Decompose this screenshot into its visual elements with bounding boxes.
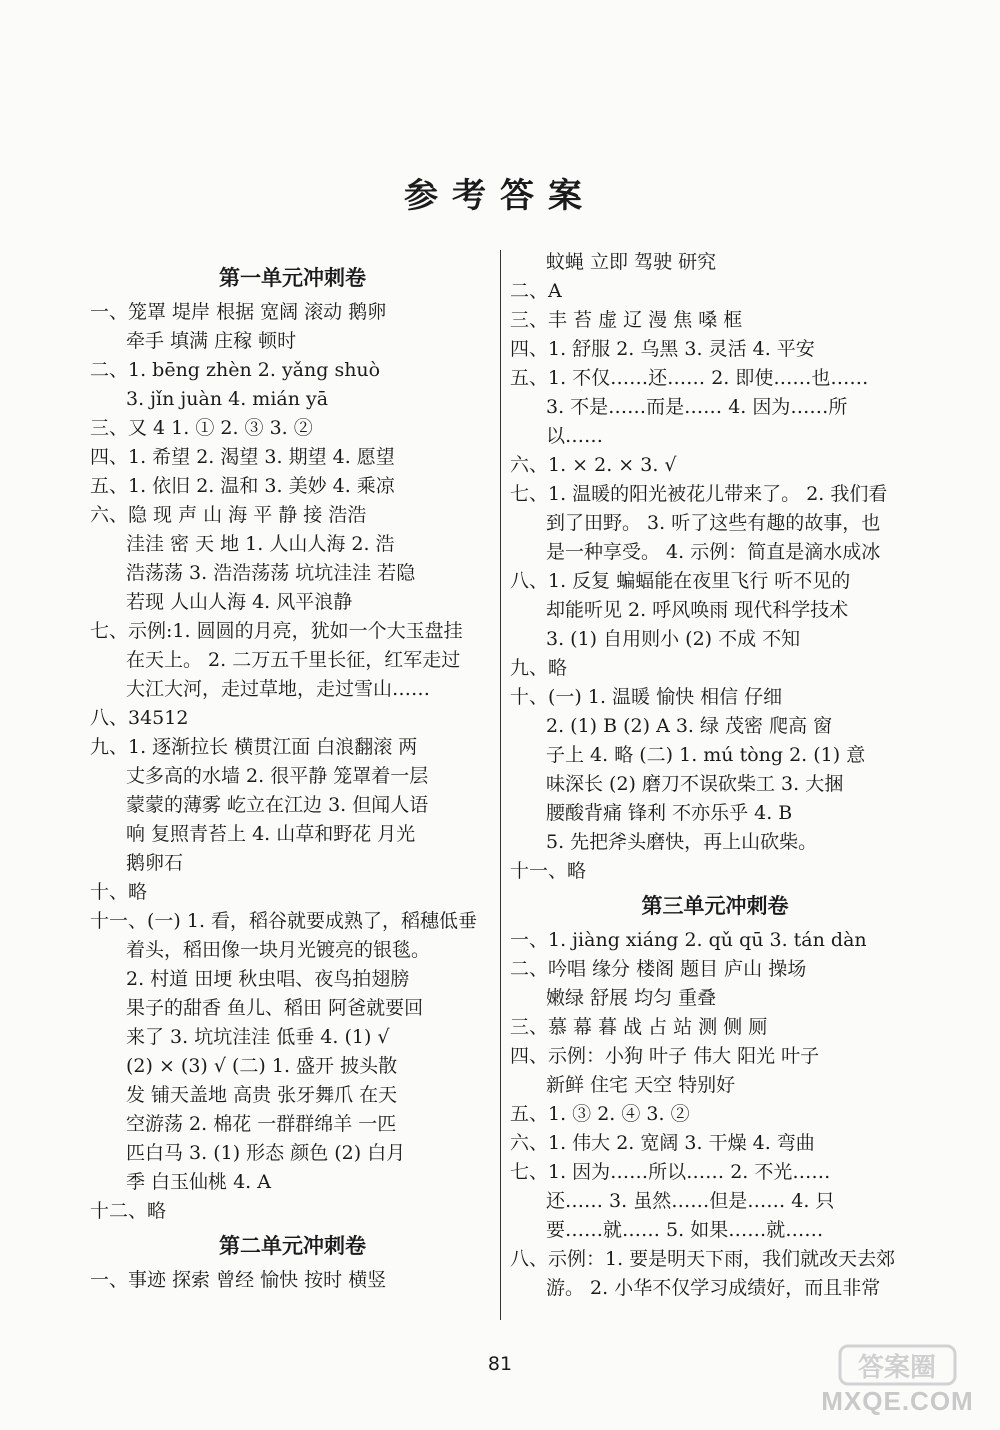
answer-line: 八、1. 反复 蝙蝠能在夜里飞行 听不见的 bbox=[510, 570, 851, 592]
section-heading-unit1: 第一单元冲刺卷 bbox=[219, 265, 366, 290]
answer-line: 以…… bbox=[546, 425, 604, 447]
answer-line: 是一种享受。 4. 示例：简直是滴水成冰 bbox=[546, 541, 881, 563]
answer-line: 响 复照青苔上 4. 山草和野花 月光 bbox=[126, 823, 416, 845]
watermark-logo-icon bbox=[800, 1340, 995, 1390]
answer-line: 着头，稻田像一块月光镀亮的银毯。 bbox=[126, 939, 431, 961]
answer-line: 三、又 4 1. ① 2. ③ 3. ② bbox=[90, 417, 313, 439]
answer-line: 3. 不是……而是…… 4. 因为……所 bbox=[546, 396, 848, 418]
answer-line: 八、34512 bbox=[90, 707, 189, 729]
answer-line: 三、慕 幕 暮 战 占 站 测 侧 厕 bbox=[510, 1016, 768, 1038]
answer-line: 六、1. × 2. × 3. √ bbox=[510, 454, 677, 476]
answer-line: 八、示例：1. 要是明天下雨，我们就改天去郊 bbox=[510, 1248, 896, 1270]
section-heading-unit3: 第三单元冲刺卷 bbox=[641, 893, 789, 918]
answer-line: 来了 3. 坑坑洼洼 低垂 4. (1) √ bbox=[126, 1026, 390, 1048]
answer-line: 十、(一) 1. 温暖 愉快 相信 仔细 bbox=[510, 686, 783, 708]
answer-line: 嫩绿 舒展 均匀 重叠 bbox=[546, 987, 717, 1009]
page-title: 参考答案 bbox=[404, 176, 596, 216]
answer-line: 一、笼罩 堤岸 根据 宽阔 滚动 鹅卵 bbox=[90, 301, 387, 323]
answer-line: 十一、略 bbox=[510, 860, 587, 882]
answer-line: 若现 人山人海 4. 风平浪静 bbox=[126, 591, 353, 613]
answer-line: 七、1. 因为……所以…… 2. 不光…… bbox=[510, 1161, 831, 1183]
answer-line: 七、示例:1. 圆圆的月亮，犹如一个大玉盘挂 bbox=[90, 620, 463, 642]
answer-line: 四、1. 舒服 2. 乌黑 3. 灵活 4. 平安 bbox=[510, 338, 815, 360]
page-number: 81 bbox=[487, 1353, 513, 1375]
answer-line: 六、隐 现 声 山 海 平 静 接 浩浩 bbox=[90, 504, 367, 526]
answer-line: 到了田野。 3. 听了这些有趣的故事，也 bbox=[546, 512, 881, 534]
answer-line: 果子的甜香 鱼儿、稻田 阿爸就要回 bbox=[126, 997, 424, 1019]
answer-line: 洼洼 密 天 地 1. 人山人海 2. 浩 bbox=[126, 533, 395, 555]
answer-line: 发 铺天盖地 高贵 张牙舞爪 在天 bbox=[126, 1084, 398, 1106]
answer-line: 要……就…… 5. 如果……就…… bbox=[546, 1219, 824, 1241]
answer-line: 游。 2. 小华不仅学习成绩好，而且非常 bbox=[546, 1277, 881, 1299]
answer-line: 匹白马 3. (1) 形态 颜色 (2) 白月 bbox=[126, 1142, 406, 1164]
answer-line: 七、1. 温暖的阳光被花儿带来了。 2. 我们看 bbox=[510, 483, 888, 505]
answer-line: 牵手 填满 庄稼 顿时 bbox=[126, 330, 297, 352]
answer-line: 空游荡 2. 棉花 一群群绵羊 一匹 bbox=[126, 1113, 397, 1135]
svg-text:答案圈: 答案圈 bbox=[857, 1353, 937, 1383]
answer-line: 一、事迹 探索 曾经 愉快 按时 横竖 bbox=[90, 1269, 387, 1291]
right-column bbox=[510, 248, 920, 1303]
answer-line: 在天上。 2. 二万五千里长征，红军走过 bbox=[126, 649, 461, 671]
answer-line: 二、A bbox=[510, 280, 562, 302]
answer-line: 蚊蝇 立即 驾驶 研究 bbox=[546, 251, 717, 273]
answer-line: 新鲜 住宅 天空 特别好 bbox=[546, 1074, 736, 1096]
left-column bbox=[90, 258, 495, 1295]
answer-line: 四、1. 希望 2. 渴望 3. 期望 4. 愿望 bbox=[90, 446, 395, 468]
watermark-domain: MXQE.COM bbox=[821, 1386, 974, 1416]
answer-line: 九、略 bbox=[510, 657, 568, 679]
answer-line: 大江大河，走过草地，走过雪山…… bbox=[126, 678, 431, 700]
answer-line: 九、1. 逐渐拉长 横贯江面 白浪翻滚 两 bbox=[90, 736, 418, 758]
answer-line: 浩荡荡 3. 浩浩荡荡 坑坑洼洼 若隐 bbox=[126, 562, 416, 584]
answer-line: 3. (1) 自用则小 (2) 不成 不知 bbox=[546, 628, 801, 650]
answer-line: 子上 4. 略 (二) 1. mú tòng 2. (1) 意 bbox=[546, 744, 866, 766]
answer-line: 2. (1) B (2) A 3. 绿 茂密 爬高 窗 bbox=[546, 715, 833, 737]
answer-line: 四、示例：小狗 叶子 伟大 阳光 叶子 bbox=[510, 1045, 820, 1067]
answer-line: 2. 村道 田埂 秋虫唱、夜鸟拍翅膀 bbox=[126, 968, 410, 990]
answer-line: 丈多高的水墙 2. 很平静 笼罩着一层 bbox=[126, 765, 429, 787]
answer-line: 十、略 bbox=[90, 881, 148, 903]
answer-line: 五、1. 依旧 2. 温和 3. 美妙 4. 乘凉 bbox=[90, 475, 395, 497]
answer-line: 二、1. bēng zhèn 2. yǎng shuò bbox=[90, 359, 381, 381]
answer-line: (2) × (3) √ (二) 1. 盛开 披头散 bbox=[126, 1055, 398, 1077]
answer-line: 却能听见 2. 呼风唤雨 现代科学技术 bbox=[546, 599, 849, 621]
answer-line: 二、吟唱 缘分 楼阁 题目 庐山 操场 bbox=[510, 958, 807, 980]
answer-line: 5. 先把斧头磨快，再上山砍柴。 bbox=[546, 831, 818, 853]
answer-line: 3. jǐn juàn 4. mián yā bbox=[126, 388, 329, 410]
answer-line: 腰酸背痛 锋利 不亦乐乎 4. B bbox=[546, 802, 793, 824]
section-heading-unit2: 第二单元冲刺卷 bbox=[219, 1233, 366, 1258]
column-divider bbox=[500, 250, 501, 1320]
answer-line: 还…… 3. 虽然……但是…… 4. 只 bbox=[546, 1190, 835, 1212]
answer-line: 味深长 (2) 磨刀不误砍柴工 3. 大捆 bbox=[546, 773, 844, 795]
answer-line: 三、丰 苔 虚 辽 漫 焦 嗓 框 bbox=[510, 309, 743, 331]
answer-line: 五、1. 不仅……还…… 2. 即使……也…… bbox=[510, 367, 869, 389]
answer-line: 十二、略 bbox=[90, 1200, 167, 1222]
answer-line: 一、1. jiàng xiáng 2. qǔ qū 3. tán dàn bbox=[510, 929, 867, 951]
answer-line: 鹅卵石 bbox=[126, 852, 184, 874]
answer-line: 六、1. 伟大 2. 宽阔 3. 干燥 4. 弯曲 bbox=[510, 1132, 815, 1154]
watermark-logo bbox=[800, 1340, 995, 1425]
answer-line: 蒙蒙的薄雾 屹立在江边 3. 但闻人语 bbox=[126, 794, 429, 816]
answer-line: 五、1. ③ 2. ④ 3. ② bbox=[510, 1103, 690, 1125]
answer-line: 季 白玉仙桃 4. A bbox=[126, 1171, 271, 1193]
answer-line: 十一、(一) 1. 看，稻谷就要成熟了，稻穗低垂 bbox=[90, 910, 478, 932]
